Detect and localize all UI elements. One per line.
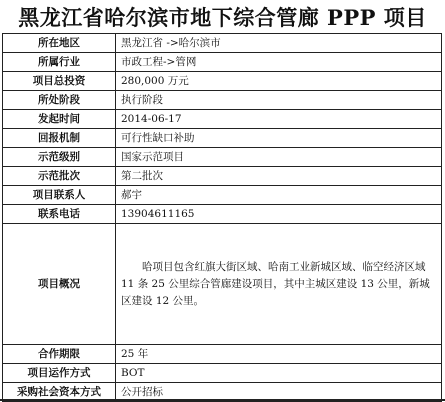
table-row — [3, 91, 442, 110]
row-label: 项目总投资 — [3, 72, 116, 91]
row-label: 项目概况 — [3, 224, 116, 345]
table-row — [3, 205, 442, 224]
table-row — [3, 110, 442, 129]
row-label: 项目运作方式 — [3, 364, 116, 383]
table-row — [3, 34, 442, 53]
table-row — [3, 224, 442, 345]
row-value: 郝宇 — [116, 186, 442, 205]
row-value: 可行性缺口补助 — [116, 129, 442, 148]
row-value: 13904611165 — [116, 205, 442, 224]
row-label: 示范批次 — [3, 167, 116, 186]
table-row — [3, 148, 442, 167]
bottom-rule — [0, 399, 445, 401]
row-value: 执行阶段 — [116, 91, 442, 110]
row-label: 采购社会资本方式 — [3, 383, 116, 402]
row-label: 所处阶段 — [3, 91, 116, 110]
row-value: 25 年 — [116, 345, 442, 364]
table-row — [3, 364, 442, 383]
row-label: 发起时间 — [3, 110, 116, 129]
table-row — [3, 72, 442, 91]
row-label: 回报机制 — [3, 129, 116, 148]
project-overview-paragraph: 哈项目包含红旗大街区域、哈南工业新城区域、临空经济区域 11 条 25 公里综合管廊建设项目，其中主城区建设 13 公里，新城区建设 12 公里。 — [121, 260, 430, 307]
page-title: 黑龙江省哈尔滨市地下综合管廊 PPP 项目 — [18, 4, 427, 30]
project-overview-text — [116, 224, 442, 345]
table-row — [3, 129, 442, 148]
table-row — [3, 345, 442, 364]
project-info-table — [2, 33, 442, 402]
row-value: BOT — [116, 364, 442, 383]
table-row — [3, 53, 442, 72]
row-label: 联系电话 — [3, 205, 116, 224]
row-label: 项目联系人 — [3, 186, 116, 205]
row-value: 2014-06-17 — [116, 110, 442, 129]
row-label: 示范级别 — [3, 148, 116, 167]
row-value: 市政工程->管网 — [116, 53, 442, 72]
row-value: 黑龙江省 ->哈尔滨市 — [116, 34, 442, 53]
row-value: 公开招标 — [116, 383, 442, 402]
row-value: 国家示范项目 — [116, 148, 442, 167]
row-label: 合作期限 — [3, 345, 116, 364]
row-value: 280,000 万元 — [116, 72, 442, 91]
table-row — [3, 186, 442, 205]
row-value: 第二批次 — [116, 167, 442, 186]
table-row — [3, 167, 442, 186]
row-label: 所属行业 — [3, 53, 116, 72]
row-label: 所在地区 — [3, 34, 116, 53]
